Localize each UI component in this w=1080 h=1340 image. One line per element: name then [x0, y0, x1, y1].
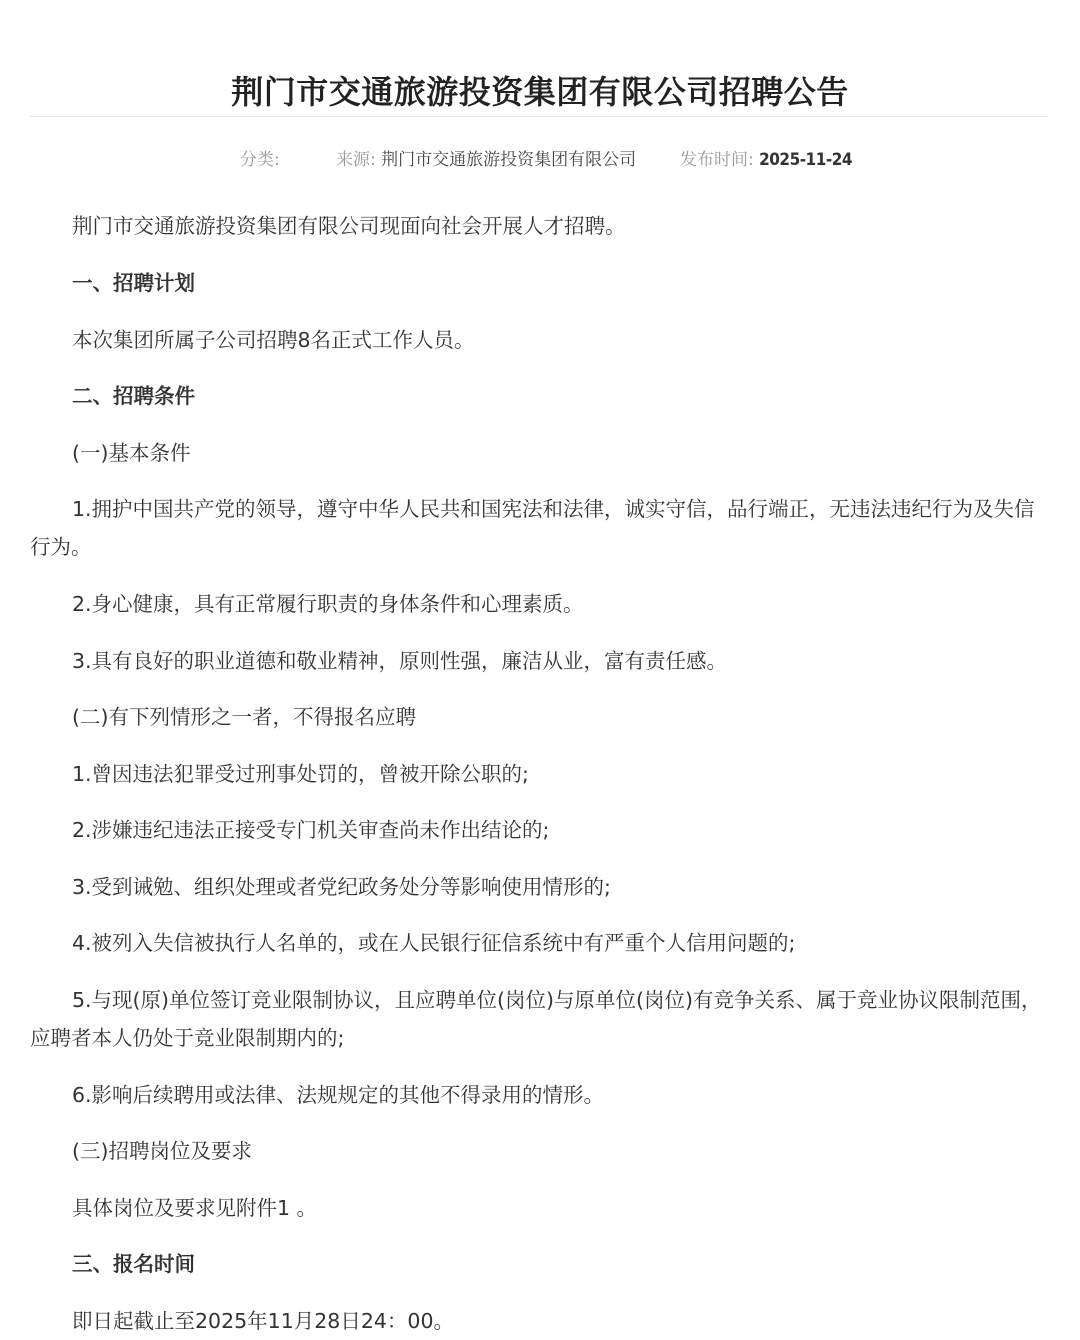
- list-item: 4.被列入失信被执行人名单的，或在人民银行征信系统中有严重个人信用问题的;: [72, 931, 796, 955]
- meta-date-value: 2025-11-24: [759, 150, 852, 170]
- meta-date-label: 发布时间:: [680, 150, 754, 170]
- list-item: 5.与现(原)单位签订竞业限制协议，且应聘单位(岗位)与原单位(岗位)有竞争关系、属于竞业协议限制范围，应聘者本人仍处于竞业限制期内的;: [30, 988, 1042, 1050]
- meta-date: [680, 146, 852, 174]
- list-item: 2.身心健康，具有正常履行职责的身体条件和心理素质。: [72, 592, 584, 616]
- list-item: 6.影响后续聘用或法律、法规规定的其他不得录用的情形。: [72, 1083, 605, 1107]
- list-item: 1.拥护中国共产党的领导，遵守中华人民共和国宪法和法律，诚实守信，品行端正，无违法违纪行为及失信行为。: [30, 497, 1035, 559]
- meta-source: [336, 146, 636, 174]
- section-heading-plan: 一、招聘计划: [72, 271, 195, 295]
- title-divider: [30, 116, 1048, 117]
- subheading-exclusions: (二)有下列情形之一者，不得报名应聘: [72, 705, 416, 729]
- page-title: 荆门市交通旅游投资集团有限公司招聘公告: [231, 73, 849, 112]
- meta-source-label: 来源:: [336, 150, 376, 170]
- section-heading-registration: 三、报名时间: [72, 1252, 195, 1276]
- meta-category-label: 分类:: [240, 150, 280, 170]
- list-item: 3.受到诫勉、组织处理或者党纪政务处分等影响使用情形的;: [72, 875, 611, 899]
- subheading-basic-conditions: (一)基本条件: [72, 441, 191, 465]
- section-heading-conditions: 二、招聘条件: [72, 384, 195, 408]
- paragraph-positions: 具体岗位及要求见附件1 。: [72, 1196, 318, 1220]
- paragraph-intro: 荆门市交通旅游投资集团有限公司现面向社会开展人才招聘。: [72, 214, 626, 238]
- paragraph-plan: 本次集团所属子公司招聘8名正式工作人员。: [72, 328, 475, 352]
- list-item: 3.具有良好的职业道德和敬业精神，原则性强，廉洁从业，富有责任感。: [72, 649, 728, 673]
- paragraph-registration: 即日起截止至2025年11月28日24：00。: [72, 1309, 455, 1333]
- meta-category: [240, 146, 280, 174]
- meta-source-value: 荆门市交通旅游投资集团有限公司: [381, 150, 637, 170]
- list-item: 2.涉嫌违纪违法正接受专门机关审查尚未作出结论的;: [72, 818, 550, 842]
- list-item: 1.曾因违法犯罪受过刑事处罚的，曾被开除公职的;: [72, 762, 529, 786]
- subheading-positions: (三)招聘岗位及要求: [72, 1139, 252, 1163]
